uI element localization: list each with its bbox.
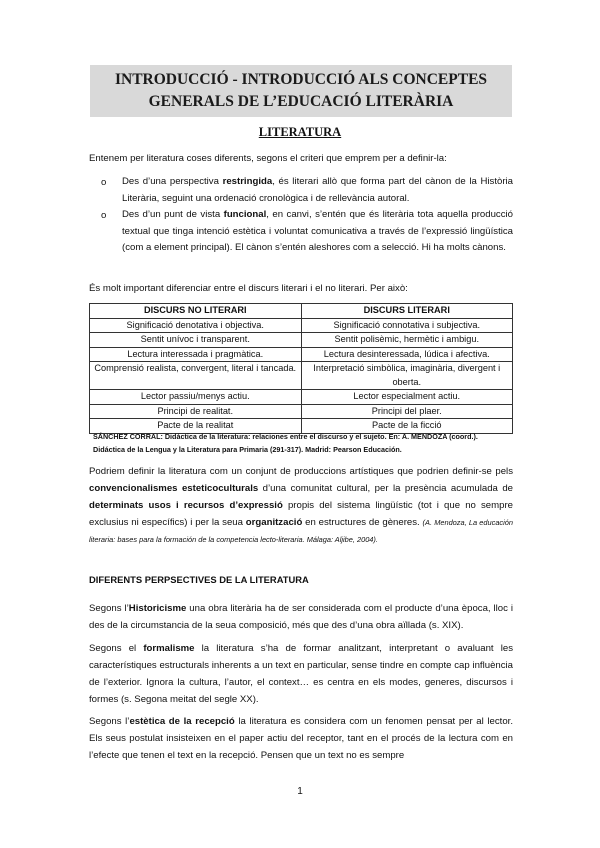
table-cell: Sentit polisèmic, hermètic i ambigu. <box>301 333 513 348</box>
table-caption <box>93 430 513 456</box>
citation: (A. Mendoza, La educación literaria: bases para la formación de la competencia lecto-literaria. Málaga: Aljibe, 2004). <box>89 518 513 544</box>
bullet-2-marker: o <box>101 210 107 221</box>
caption-line-2: Didáctica de la Lengua y la Literatura para Primaria (291-317). Madrid: Pearson Educación. <box>93 445 402 454</box>
table-row <box>90 362 513 390</box>
table-header-cell: DISCURS LITERARI <box>301 304 513 319</box>
table-cell: Lector especialment actiu. <box>301 390 513 405</box>
table-cell: Significació denotativa i objectiva. <box>90 318 302 333</box>
bullet-2-text: Des d’un punt de vista funcional, en canvi, s’entén que és literària tota aquella producció textual que tinga intenció estètica i voluntat comunicativa a través de l’expressió lingüística (com a element principal). El cànon s’entén aleshores com a selecció. Hi ha molts cànons. <box>122 209 513 253</box>
document-title <box>90 65 512 117</box>
table-row <box>90 347 513 362</box>
bullet-1-text: Des d’una perspectiva restringida, és literari allò que forma part del cànon de la Història Literària, seguint una ordenació cronològica i de rellevància autoral. <box>122 176 513 204</box>
table-cell: Lectura interessada i pragmàtica. <box>90 347 302 362</box>
section-title: LITERATURA <box>258 125 342 139</box>
table-cell: Sentit unívoc i transparent. <box>90 333 302 348</box>
table-cell: Principi del plaer. <box>301 404 513 419</box>
bullet-1-marker: o <box>101 177 107 188</box>
table-row <box>90 333 513 348</box>
table-cell: Pacte de la realitat <box>90 419 302 434</box>
discourse-comparison-table <box>89 303 513 434</box>
table-header-cell: DISCURS NO LITERARI <box>90 304 302 319</box>
table-cell: Principi de realitat. <box>90 404 302 419</box>
historicism-paragraph: Segons l’Historicisme una obra literària ha de ser considerada com el producte d’una època, lloc i des de la circumstancia de la seua composició, més que des d’una obra aïllada (s. XIX). <box>89 603 514 631</box>
intro-paragraph: Entenem per literatura coses diferents, segons el criteri que emprem per a definir-la: <box>89 153 447 164</box>
table-row <box>90 404 513 419</box>
table-cell: Interpretació simbòlica, imaginària, divergent i oberta. <box>301 362 513 390</box>
title-line-1: INTRODUCCIÓ - INTRODUCCIÓ ALS CONCEPTES <box>114 71 488 88</box>
formalism-paragraph: Segons el formalisme la literatura s’ha de formar analitzant, interpretant o avaluant les característiques estructurals inherents a un text en particular, sense tindre en compte cap influència de l’exterior. Ignora la cultura, l’autor, el context… es centra en els modes, generes, discursos i formes (s. Segona meitat del segle XX). <box>89 643 513 705</box>
reception-paragraph: Segons l’estètica de la recepció la literatura es considera com un fenomen pensat per al lector. Els seus postulat insisteixen en el paper actiu del receptor, tant en el procés de la lectura com en l’efecte que tenen el text en la recepció. Pensen que un text no es sempre <box>89 716 514 761</box>
title-line-2: GENERALS DE L’EDUCACIÓ LITERÀRIA <box>148 93 454 110</box>
table-cell: Comprensió realista, convergent, literal i tancada. <box>90 362 302 390</box>
page-number: 1 <box>297 786 303 797</box>
table-row <box>90 390 513 405</box>
definition-paragraph: Podriem definir la literatura com un conjunt de produccions artístiques que podrien definir-se pels convencionalismes esteticoculturals d’una comunitat cultural, per la presència acumulada de determinats usos i recursos d’expressió propis del sistema lingüístic (tot i que no sempre exclusius ni específics) i per la seua organització en estructures de gèneres. (A. Mendoza, La educación literaria: bases para la formación de la competencia lecto-literaria. Málaga: Aljibe, 2004). <box>89 466 513 544</box>
caption-line-1: SÁNCHEZ CORRAL: Didáctica de la literatura: relaciones entre el discurso y el sujeto. En: A. MENDOZA (coord.). <box>93 432 478 441</box>
table-cell: Lector passiu/menys actiu. <box>90 390 302 405</box>
table-intro: És molt important diferenciar entre el discurs literari i el no literari. Per això: <box>89 283 408 294</box>
perspectives-heading: DIFERENTS PERPSECTIVES DE LA LITERATURA <box>89 574 309 585</box>
table-cell: Pacte de la ficció <box>301 419 513 434</box>
table-cell: Lectura desinteressada, lúdica i afectiva. <box>301 347 513 362</box>
table-header-row <box>90 304 513 319</box>
table-row <box>90 318 513 333</box>
table-cell: Significació connotativa i subjectiva. <box>301 318 513 333</box>
